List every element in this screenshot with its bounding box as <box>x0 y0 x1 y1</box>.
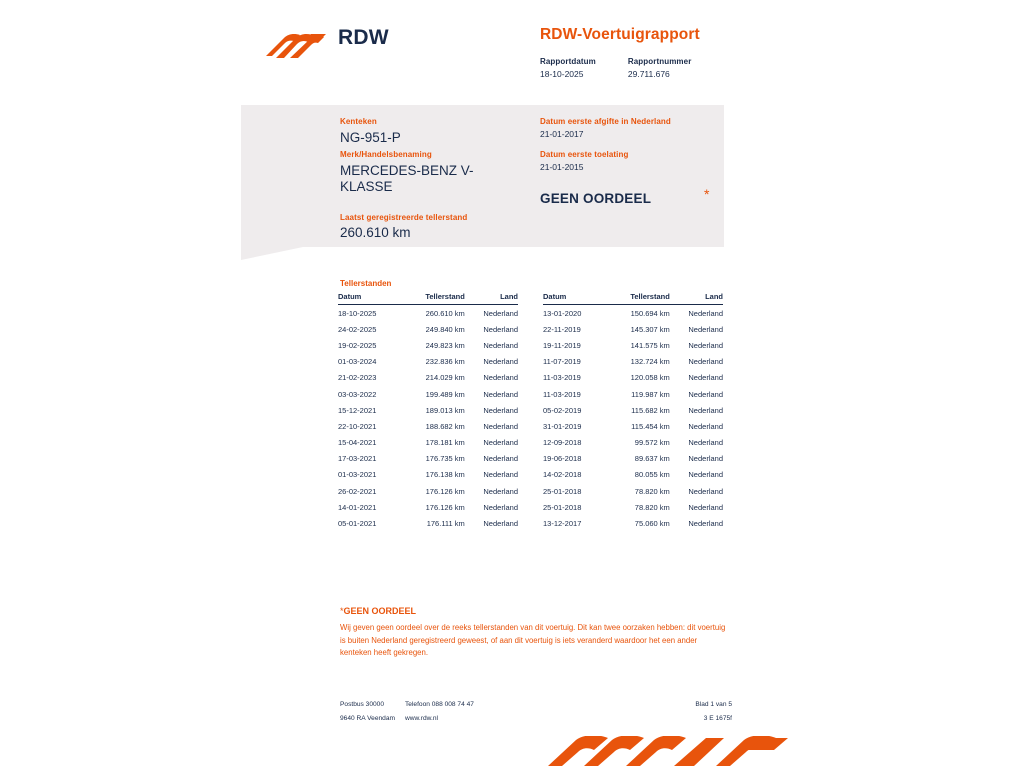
cell-land: Nederland <box>483 324 518 334</box>
cell-datum: 01-03-2021 <box>338 470 377 480</box>
cell-datum: 05-02-2019 <box>543 405 582 415</box>
table-row <box>338 435 518 451</box>
table-row <box>543 354 723 370</box>
kenteken-value: NG-951-P <box>340 130 401 145</box>
footer-page-number: Blad 1 van 5 <box>695 701 732 708</box>
brand-header <box>264 24 464 74</box>
meta-rapportdatum-value: 18-10-2025 <box>540 69 584 79</box>
table-row <box>338 499 518 515</box>
panel-notch <box>241 247 303 260</box>
cell-datum: 12-09-2018 <box>543 438 582 448</box>
cell-datum: 05-01-2021 <box>338 519 377 529</box>
report-meta <box>540 57 691 79</box>
cell-land: Nederland <box>688 421 723 431</box>
cell-land: Nederland <box>688 454 723 464</box>
cell-land: Nederland <box>688 324 723 334</box>
table-row <box>338 370 518 386</box>
table-header-row <box>543 292 723 305</box>
column-header-land: Land <box>465 292 518 305</box>
cell-land: Nederland <box>688 438 723 448</box>
cell-land: Nederland <box>688 389 723 399</box>
cell-tellerstand: 141.575 km <box>630 340 670 350</box>
footnote-title <box>340 606 416 616</box>
cell-datum: 19-11-2019 <box>543 340 581 350</box>
cell-land: Nederland <box>688 405 723 415</box>
table-row <box>543 321 723 337</box>
cell-datum: 19-02-2025 <box>338 340 377 350</box>
table-row <box>338 451 518 467</box>
eerste-toelating-value: 21-01-2015 <box>540 162 584 172</box>
cell-datum: 11-07-2019 <box>543 357 581 367</box>
cell-datum: 13-01-2020 <box>543 308 582 318</box>
tellerstanden-left-body <box>338 305 518 532</box>
cell-land: Nederland <box>688 340 723 350</box>
cell-tellerstand: 80.055 km <box>634 470 670 480</box>
cell-datum: 18-10-2025 <box>338 308 377 318</box>
footnote-body: Wij geven geen oordeel over de reeks tellerstanden van dit voertuig. Dit kan twee oorzaken hebben: dit voertuig is buiten Nederland geregistreerd geweest, of aan dit voertuig is iets veranderd waardoor het een ander kenteken heeft gekregen. <box>340 623 726 658</box>
report-title: RDW-Voertuigrapport <box>540 26 700 43</box>
tellerstanden-table-right <box>543 292 723 532</box>
footer-doc-code: 3 E 1675f <box>703 715 732 722</box>
table-row <box>338 418 518 434</box>
table-row <box>543 386 723 402</box>
table-row <box>543 467 723 483</box>
brand-title: RDW <box>338 26 389 49</box>
cell-datum: 17-03-2021 <box>338 454 377 464</box>
cell-tellerstand: 119.987 km <box>631 389 670 399</box>
cell-land: Nederland <box>483 405 518 415</box>
cell-land: Nederland <box>483 438 518 448</box>
cell-tellerstand: 214.029 km <box>425 373 465 383</box>
cell-tellerstand: 115.454 km <box>631 421 670 431</box>
meta-rapportdatum <box>540 57 596 79</box>
rdw-logo-icon <box>548 736 788 768</box>
kenteken-label: Kenteken <box>340 117 377 126</box>
table-row <box>543 499 723 515</box>
table-row <box>338 354 518 370</box>
meta-rapportdatum-label: Rapportdatum <box>540 57 596 66</box>
table-row <box>338 467 518 483</box>
cell-land: Nederland <box>688 502 723 512</box>
cell-tellerstand: 199.489 km <box>425 389 465 399</box>
eerste-afgifte-value: 21-01-2017 <box>540 129 584 139</box>
cell-land: Nederland <box>688 486 723 496</box>
eerste-afgifte-label: Datum eerste afgifte in Nederland <box>540 117 671 126</box>
merk-value: MERCEDES-BENZ V-KLASSE <box>340 163 474 194</box>
cell-tellerstand: 176.111 km <box>426 519 465 529</box>
cell-datum: 22-11-2019 <box>543 324 581 334</box>
cell-datum: 14-02-2018 <box>543 470 582 480</box>
cell-land: Nederland <box>483 470 518 480</box>
cell-datum: 14-01-2021 <box>338 502 377 512</box>
cell-land: Nederland <box>483 486 518 496</box>
cell-datum: 11-03-2019 <box>543 389 581 399</box>
cell-land: Nederland <box>688 519 723 529</box>
eerste-toelating-label: Datum eerste toelating <box>540 150 629 159</box>
table-row <box>543 418 723 434</box>
laatste-tellerstand-label: Laatst geregistreerde tellerstand <box>340 213 468 222</box>
table-row <box>338 402 518 418</box>
cell-tellerstand: 176.735 km <box>425 454 465 464</box>
cell-tellerstand: 178.181 km <box>425 438 465 448</box>
cell-tellerstand: 176.126 km <box>425 486 465 496</box>
cell-tellerstand: 75.060 km <box>634 519 670 529</box>
table-row <box>338 337 518 353</box>
cell-tellerstand: 78.820 km <box>634 502 670 512</box>
cell-tellerstand: 120.058 km <box>630 373 670 383</box>
cell-datum: 25-01-2018 <box>543 502 582 512</box>
meta-rapportnummer-label: Rapportnummer <box>627 57 692 66</box>
table-row <box>543 370 723 386</box>
cell-tellerstand: 78.820 km <box>634 486 670 496</box>
footnote-title-text: GEEN OORDEEL <box>343 606 417 616</box>
cell-datum: 11-03-2019 <box>543 373 581 383</box>
cell-land: Nederland <box>483 502 518 512</box>
cell-land: Nederland <box>688 357 723 367</box>
cell-tellerstand: 249.823 km <box>425 340 465 350</box>
cell-tellerstand: 260.610 km <box>425 308 465 318</box>
cell-land: Nederland <box>483 454 518 464</box>
column-header-datum: Datum <box>338 292 401 305</box>
tellerstanden-right-body <box>543 305 723 532</box>
cell-datum: 24-02-2025 <box>338 324 377 334</box>
cell-datum: 03-03-2022 <box>338 389 377 399</box>
table-row <box>543 515 723 531</box>
table-row <box>543 337 723 353</box>
table-row <box>338 483 518 499</box>
cell-tellerstand: 99.572 km <box>634 438 670 448</box>
verdict-badge: GEEN OORDEEL <box>540 191 652 206</box>
table-row <box>543 483 723 499</box>
column-header-land: Land <box>670 292 723 305</box>
cell-datum: 15-12-2021 <box>338 405 377 415</box>
cell-tellerstand: 145.307 km <box>630 324 670 334</box>
cell-land: Nederland <box>483 389 518 399</box>
column-header-datum: Datum <box>543 292 606 305</box>
cell-datum: 25-01-2018 <box>543 486 582 496</box>
cell-datum: 01-03-2024 <box>338 357 377 367</box>
cell-datum: 21-02-2023 <box>338 373 377 383</box>
cell-land: Nederland <box>483 421 518 431</box>
cell-land: Nederland <box>483 340 518 350</box>
cell-datum: 31-01-2019 <box>543 421 582 431</box>
merk-label: Merk/Handelsbenaming <box>340 150 432 159</box>
footer-phone: Telefoon 088 008 74 47 <box>405 701 474 708</box>
cell-tellerstand: 150.694 km <box>630 308 670 318</box>
cell-datum: 15-04-2021 <box>338 438 377 448</box>
cell-land: Nederland <box>688 308 723 318</box>
cell-tellerstand: 249.840 km <box>425 324 465 334</box>
meta-rapportnummer-value: 29.711.676 <box>627 69 670 79</box>
cell-datum: 13-12-2017 <box>543 519 582 529</box>
cell-datum: 22-10-2021 <box>338 421 377 431</box>
cell-datum: 26-02-2021 <box>338 486 377 496</box>
table-row <box>543 435 723 451</box>
footer-website[interactable]: www.rdw.nl <box>405 715 438 722</box>
table-row <box>543 305 723 322</box>
cell-tellerstand: 232.836 km <box>425 357 465 367</box>
cell-land: Nederland <box>688 373 723 383</box>
verdict-footnote-marker: * <box>704 186 710 202</box>
laatste-tellerstand-value: 260.610 km <box>340 225 411 240</box>
cell-land: Nederland <box>483 357 518 367</box>
cell-datum: 19-06-2018 <box>543 454 582 464</box>
column-header-tellerstand: Tellerstand <box>606 292 669 305</box>
table-row <box>338 386 518 402</box>
cell-land: Nederland <box>483 308 518 318</box>
footer-address-line2: 9640 RA Veendam <box>340 715 395 722</box>
cell-tellerstand: 176.126 km <box>425 502 465 512</box>
column-header-tellerstand: Tellerstand <box>401 292 464 305</box>
table-row <box>543 451 723 467</box>
footer-address-line1: Postbus 30000 <box>340 701 384 708</box>
meta-rapportnummer <box>628 57 692 79</box>
footnote-marker: * <box>340 606 344 616</box>
cell-tellerstand: 115.682 km <box>631 405 670 415</box>
table-row <box>338 305 518 322</box>
cell-land: Nederland <box>483 373 518 383</box>
table-row <box>338 515 518 531</box>
cell-land: Nederland <box>483 519 518 529</box>
tellerstanden-section-title: Tellerstanden <box>340 279 392 288</box>
cell-tellerstand: 189.013 km <box>425 405 465 415</box>
cell-tellerstand: 89.637 km <box>634 454 670 464</box>
cell-tellerstand: 188.682 km <box>425 421 465 431</box>
cell-tellerstand: 132.724 km <box>630 357 670 367</box>
table-row <box>338 321 518 337</box>
cell-tellerstand: 176.138 km <box>425 470 465 480</box>
rdw-logo-icon <box>264 30 332 64</box>
table-row <box>543 402 723 418</box>
tellerstanden-table-left <box>338 292 518 532</box>
cell-land: Nederland <box>688 470 723 480</box>
table-header-row <box>338 292 518 305</box>
